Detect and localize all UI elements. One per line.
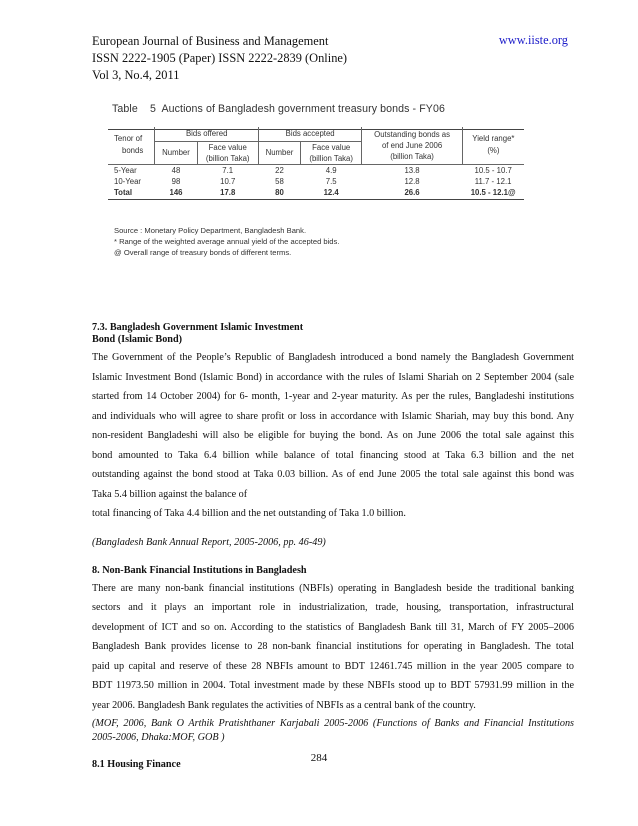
group-bids-offered: Bids offered <box>155 127 258 141</box>
journal-header <box>92 33 347 84</box>
col-yield: Yield range* (%) <box>462 127 524 164</box>
col-offered-face-value: Face value (billion Taka) <box>197 141 258 164</box>
group-bids-accepted: Bids accepted <box>258 127 361 141</box>
journal-title: European Journal of Business and Management <box>92 34 329 48</box>
table-row: 5-Year 48 7.1 22 4.9 13.8 10.5 - 10.7 <box>114 165 512 175</box>
col-accepted-number: Number <box>258 141 300 164</box>
table-notes <box>114 225 339 258</box>
issn-line: ISSN 2222-1905 (Paper) ISSN 2222-2839 (Online) <box>92 51 348 65</box>
section-8-citation: (MOF, 2006, Bank O Arthik Pratishthaner Karjabali 2005-2006 (Functions of Banks and Financial Institutions 2005-2006, Dhaka:MOF, GOB ) <box>92 718 574 743</box>
col-tenor: Tenor of bonds <box>108 127 155 164</box>
section-8-heading: 8. Non-Bank Financial Institutions in Bangladesh <box>92 564 307 576</box>
col-offered-number: Number <box>155 141 197 164</box>
table-source-note: Source : Monetary Policy Department, Bangladesh Bank. <box>114 226 307 235</box>
table-footnote-star: * Range of the weighted average annual yield of the accepted bids. <box>114 237 340 246</box>
col-outstanding: Outstanding bonds as of end June 2006 (billion Taka) <box>362 127 462 164</box>
journal-url[interactable]: www.iiste.org <box>498 33 568 47</box>
table-row-total: Total 146 17.8 80 12.4 26.6 10.5 - 12.1@ <box>108 187 524 199</box>
section-8-paragraph: There are many non-bank financial institutions (NBFIs) operating in Bangladesh beside the traditional banking sectors and it plays an important role in industrialization, trade, housing, transportation, infrastructural development of ICT and so on. According to the statistics of Bangladesh Bank till 31, March of FY 2005–2006 Bangladesh Bank provides license to 28 non-bank financial institutions for operating in Bangladesh. The total paid up capital and reserve of these 28 NBFIs amount to BDT 12461.745 million in the year 2005 compare to BDT 11973.50 million in 2004. Total investment made by these NBFIs stood up to BDT 57931.99 million in the year 2006. Bangladesh Bank regulates the activities of NBFIs as a central bank of the country. <box>92 582 574 711</box>
section-7-3-paragraph: The Government of the People’s Republic of Bangladesh introduced a bond namely the Bangladesh Government Islamic Investment Bond (Islamic Bond) in accordance with the rules of Islami Shariah on 2 September 2004 (sale started from 14 October 2004) for 6- month, 1-year and 2-year maturity. As per the rules, Bangladeshi institutions and individuals who will agree to share profit or loss in accordance with Islamic Shariah, may buy this bond. Any non-resident Bangladeshi will also be eligible for buying the bond. As on June 2006 the total sale against this bond amounted to Taka 6.4 billion while balance of total financing stood at Taka 6.3 billion and the net outstanding against the bond stood at Taka 0.03 billion. As of end June 2005 the total sale against this bond was Taka 5.4 billion against the balance of total financing of Taka 4.4 billion and the net outstanding of Taka 1.0 billion. <box>92 352 574 519</box>
col-accepted-face-value: Face value (billion Taka) <box>301 141 362 164</box>
bonds-table <box>108 127 524 200</box>
page-number: 284 <box>310 752 328 764</box>
table-figure <box>108 103 528 257</box>
section-7-3-citation: (Bangladesh Bank Annual Report, 2005-2006, pp. 46-49) <box>92 536 326 548</box>
section-7-3-heading: 7.3. Bangladesh Government Islamic Investment Bond (Islamic Bond) <box>92 322 304 345</box>
volume-line: Vol 3, No.4, 2011 <box>92 68 180 82</box>
table-footnote-at: @ Overall range of treasury bonds of different terms. <box>114 248 292 257</box>
body-text <box>92 322 574 771</box>
table-row: 10-Year 98 10.7 58 7.5 12.8 11.7 - 12.1 <box>114 177 512 186</box>
table-title: Table 5 Auctions of Bangladesh government treasury bonds - FY06 <box>112 103 445 115</box>
section-8-1-heading: 8.1 Housing Finance <box>92 759 181 770</box>
